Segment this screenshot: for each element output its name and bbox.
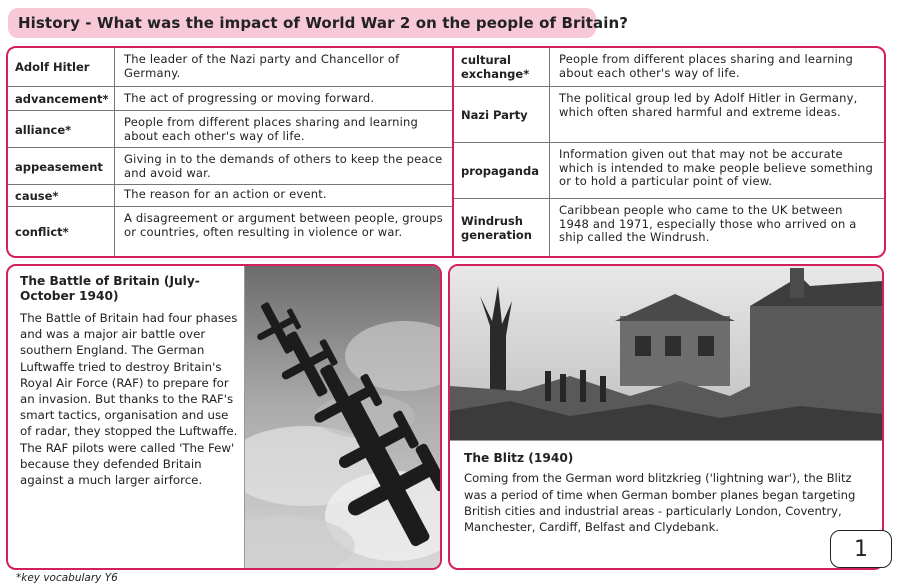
blitz-text-block (464, 450, 874, 535)
vocab-row (454, 48, 884, 86)
battle-of-britain-panel (6, 264, 442, 570)
bomb-damage-photo (450, 266, 882, 441)
vocab-term: alliance* (8, 111, 115, 148)
page-title-banner (8, 8, 629, 38)
vocab-definition: Caribbean people who came to the UK between 1948 and 1971, especially those who arrived on a ship called the Windrush. (559, 203, 857, 244)
vocab-definition: Giving in to the demands of others to keep the peace and avoid war. (124, 152, 443, 180)
vocab-row (454, 198, 884, 257)
vocab-term: propaganda (454, 143, 550, 199)
battle-of-britain-body: The Battle of Britain had four phases and was a major air battle over southern England. The German Luftwaffe tried to destroy Britain's Royal Air Force (RAF) to prepare for an invasion. But thanks to the RAF's smart tactics, organisation and use of radar, they stopped the Luftwaffe. The RAF pilots were called 'The Few' because they defended Britain against a much larger airforce. (20, 311, 238, 488)
vocab-term: Adolf Hitler (8, 48, 115, 86)
vocab-row (8, 48, 452, 86)
vocab-definition: People from different places sharing and learning about each other's way of life. (124, 115, 419, 143)
vocab-term: advancement* (8, 87, 115, 111)
page-number: 1 (830, 530, 892, 568)
vocab-term: Windrush generation (454, 199, 550, 257)
vocab-row (8, 110, 452, 148)
vocab-row (454, 142, 884, 199)
vocab-definition: A disagreement or argument between people, groups or countries, often resulting in violence or war. (124, 211, 443, 239)
vocab-row (8, 147, 452, 185)
bomber-planes-photo (244, 266, 441, 570)
vocabulary-column-right (454, 48, 884, 256)
vocab-term: appeasement (8, 148, 115, 185)
vocab-row (8, 206, 452, 257)
vocab-term: Nazi Party (454, 87, 550, 143)
footnote: *key vocabulary Y6 (16, 572, 118, 584)
vocabulary-table (6, 46, 886, 258)
vocab-definition: Information given out that may not be accurate which is intended to make people believe something or to hold a particular point of view. (559, 147, 874, 188)
vocab-definition: The reason for an action or event. (124, 187, 327, 201)
battle-of-britain-title: The Battle of Britain (July-October 1940) (20, 274, 200, 303)
vocabulary-column-left (8, 48, 452, 256)
vocab-row (454, 86, 884, 143)
blitz-panel (448, 264, 884, 570)
battle-of-britain-text-block (20, 274, 240, 488)
vocab-term: cultural exchange* (454, 48, 550, 86)
vocab-definition: The leader of the Nazi party and Chancellor of Germany. (124, 52, 400, 80)
blitz-title: The Blitz (1940) (464, 451, 574, 465)
vocab-definition: People from different places sharing and learning about each other's way of life. (559, 52, 854, 80)
page-title: History - What was the impact of World War 2 on the people of Britain? (18, 14, 629, 32)
blitz-body: Coming from the German word blitzkrieg ('lightning war'), the Blitz was a period of time when German bomber planes began targeting British cities and industrial areas - particularly London, Coventry, Manchester, Cardiff, Belfast and Clydebank. (464, 471, 856, 535)
vocab-definition: The political group led by Adolf Hitler in Germany, which often shared harmful and extreme ideas. (559, 91, 858, 119)
vocab-row (8, 184, 452, 207)
vocab-term: conflict* (8, 207, 115, 257)
vocab-definition: The act of progressing or moving forward. (124, 91, 375, 105)
vocab-term: cause* (8, 185, 115, 207)
vocab-row (8, 86, 452, 111)
